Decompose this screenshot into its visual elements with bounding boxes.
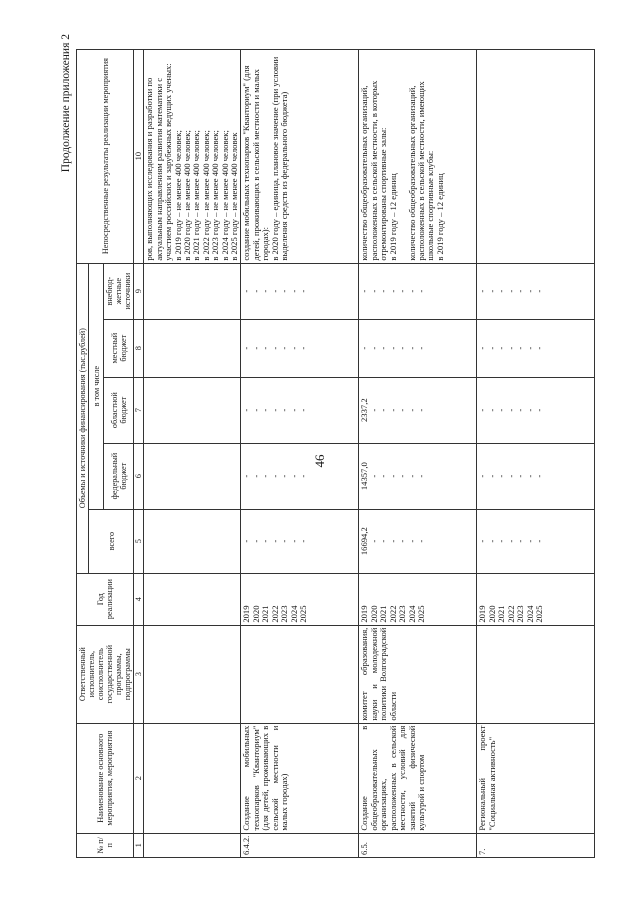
header-regional: областной бюджет (104, 377, 134, 443)
row-federal: 14357,0 - - - - - - (359, 443, 477, 509)
column-number: 2 (134, 723, 144, 833)
row-executor: комитет образования, науки и молодежной политики Волгоградской области (359, 625, 477, 723)
row-years: 2019 2020 2021 2022 2023 2024 2025 (241, 573, 359, 625)
row-regional: - - - - - - - (477, 377, 595, 443)
page-number: 46 (312, 454, 327, 468)
column-number: 7 (134, 377, 144, 443)
column-number-row (134, 49, 144, 857)
appendix-table-page (56, 26, 584, 866)
row-extra: - - - - - - - (241, 263, 359, 319)
header-local: местный бюджет (104, 319, 134, 377)
row-name: Региональный проект "Социальная активность" (477, 723, 595, 833)
row-extra (144, 263, 241, 319)
row-result: ров, выполняющих исследования и разработки по актуальным направлениям развития математики с участием российских и зарубежных ведущих ученых: в 2019 году – не менее 400 человек; в 2020 году – не менее 400 человек; в 2021 году – не менее 400 человек; в 2022 году – не менее 400 человек; в 2023 году – не менее 400 человек; в 2024 году – не менее 400 человек; в 2025 году – не менее 400 человек (144, 49, 241, 263)
column-number: 4 (134, 573, 144, 625)
column-number: 3 (134, 625, 144, 723)
row-executor (477, 625, 595, 723)
header-name: Наименование основного мероприятия, мероприятия (77, 723, 134, 833)
header-num: № п/п (77, 833, 134, 857)
header-federal: федеральный бюджет (104, 443, 134, 509)
header-total: всего (89, 509, 134, 573)
table-row (144, 49, 241, 857)
header-executor: Ответственный исполнитель, соисполнитель государственной программы, подпрограммы (77, 625, 134, 723)
rotated-sheet (56, 26, 584, 866)
row-extra: - - - - - - - (477, 263, 595, 319)
row-number: 6.5. (359, 833, 477, 857)
row-name: Создание мобильных технопарков "Кванториум" (для детей, проживающих в сельской местности и малых городах) (241, 723, 359, 833)
column-number: 5 (134, 509, 144, 573)
row-total (144, 509, 241, 573)
header-extra: внебюд-жетные источники (104, 263, 134, 319)
table-row (241, 49, 359, 857)
row-local: - - - - - - - (241, 319, 359, 377)
row-years: 2019 2020 2021 2022 2023 2024 2025 (359, 573, 477, 625)
row-number: 6.4.2. (241, 833, 359, 857)
row-executor (241, 625, 359, 723)
row-regional: - - - - - - - (241, 377, 359, 443)
row-number: 7. (477, 833, 595, 857)
row-federal: - - - - - - - (477, 443, 595, 509)
row-regional: 2337,2 - - - - - - (359, 377, 477, 443)
row-regional (144, 377, 241, 443)
row-years (144, 573, 241, 625)
column-number: 10 (134, 49, 144, 263)
row-name (144, 723, 241, 833)
table-row (477, 49, 595, 857)
row-extra: - - - - - - - (359, 263, 477, 319)
header-results: Непосредственные результаты реализации мероприятия (77, 49, 134, 263)
row-name: Создание в общеобразовательных организациях, расположенных в сельской местности, условий для занятий физической культурой и спортом (359, 723, 477, 833)
row-result: количество общеобразовательных организаций, расположенных в сельской местности, в которых отремонтированы спортивные залы: в 2019 году – 12 единиц количество общеобразовательных организаций, расположенных в сельской местности, имеющих школьные спортивные клубы: в 2019 году – 12 единиц (359, 49, 477, 263)
row-local (144, 319, 241, 377)
row-result: создание мобильных технопарков "Кванториум" (для детей, проживающих в сельской местности и малых городах): в 2020 году – единица, плановое значение (при условии выделения средств из федерального бюджета) (241, 49, 359, 263)
row-total: 16694,2 - - - - - - (359, 509, 477, 573)
header-financing-group: Объемы и источники финансирования (тыс.рублей) (77, 263, 89, 573)
row-result (477, 49, 595, 263)
row-years: 2019 2020 2021 2022 2023 2024 2025 (477, 573, 595, 625)
row-local: - - - - - - - (477, 319, 595, 377)
column-number: 1 (134, 833, 144, 857)
appendix-caption: Продолжение приложения 2 (60, 34, 72, 173)
row-total: - - - - - - - (241, 509, 359, 573)
financing-table (76, 49, 595, 858)
column-number: 8 (134, 319, 144, 377)
row-number (144, 833, 241, 857)
header-subgroup: в том числе (89, 263, 104, 509)
header-year: Год реализации (77, 573, 134, 625)
column-number: 6 (134, 443, 144, 509)
row-federal (144, 443, 241, 509)
column-number: 9 (134, 263, 144, 319)
table-row (359, 49, 477, 857)
row-total: - - - - - - - (477, 509, 595, 573)
row-federal: - - - - - - - (241, 443, 359, 509)
row-local: - - - - - - - (359, 319, 477, 377)
row-executor (144, 625, 241, 723)
